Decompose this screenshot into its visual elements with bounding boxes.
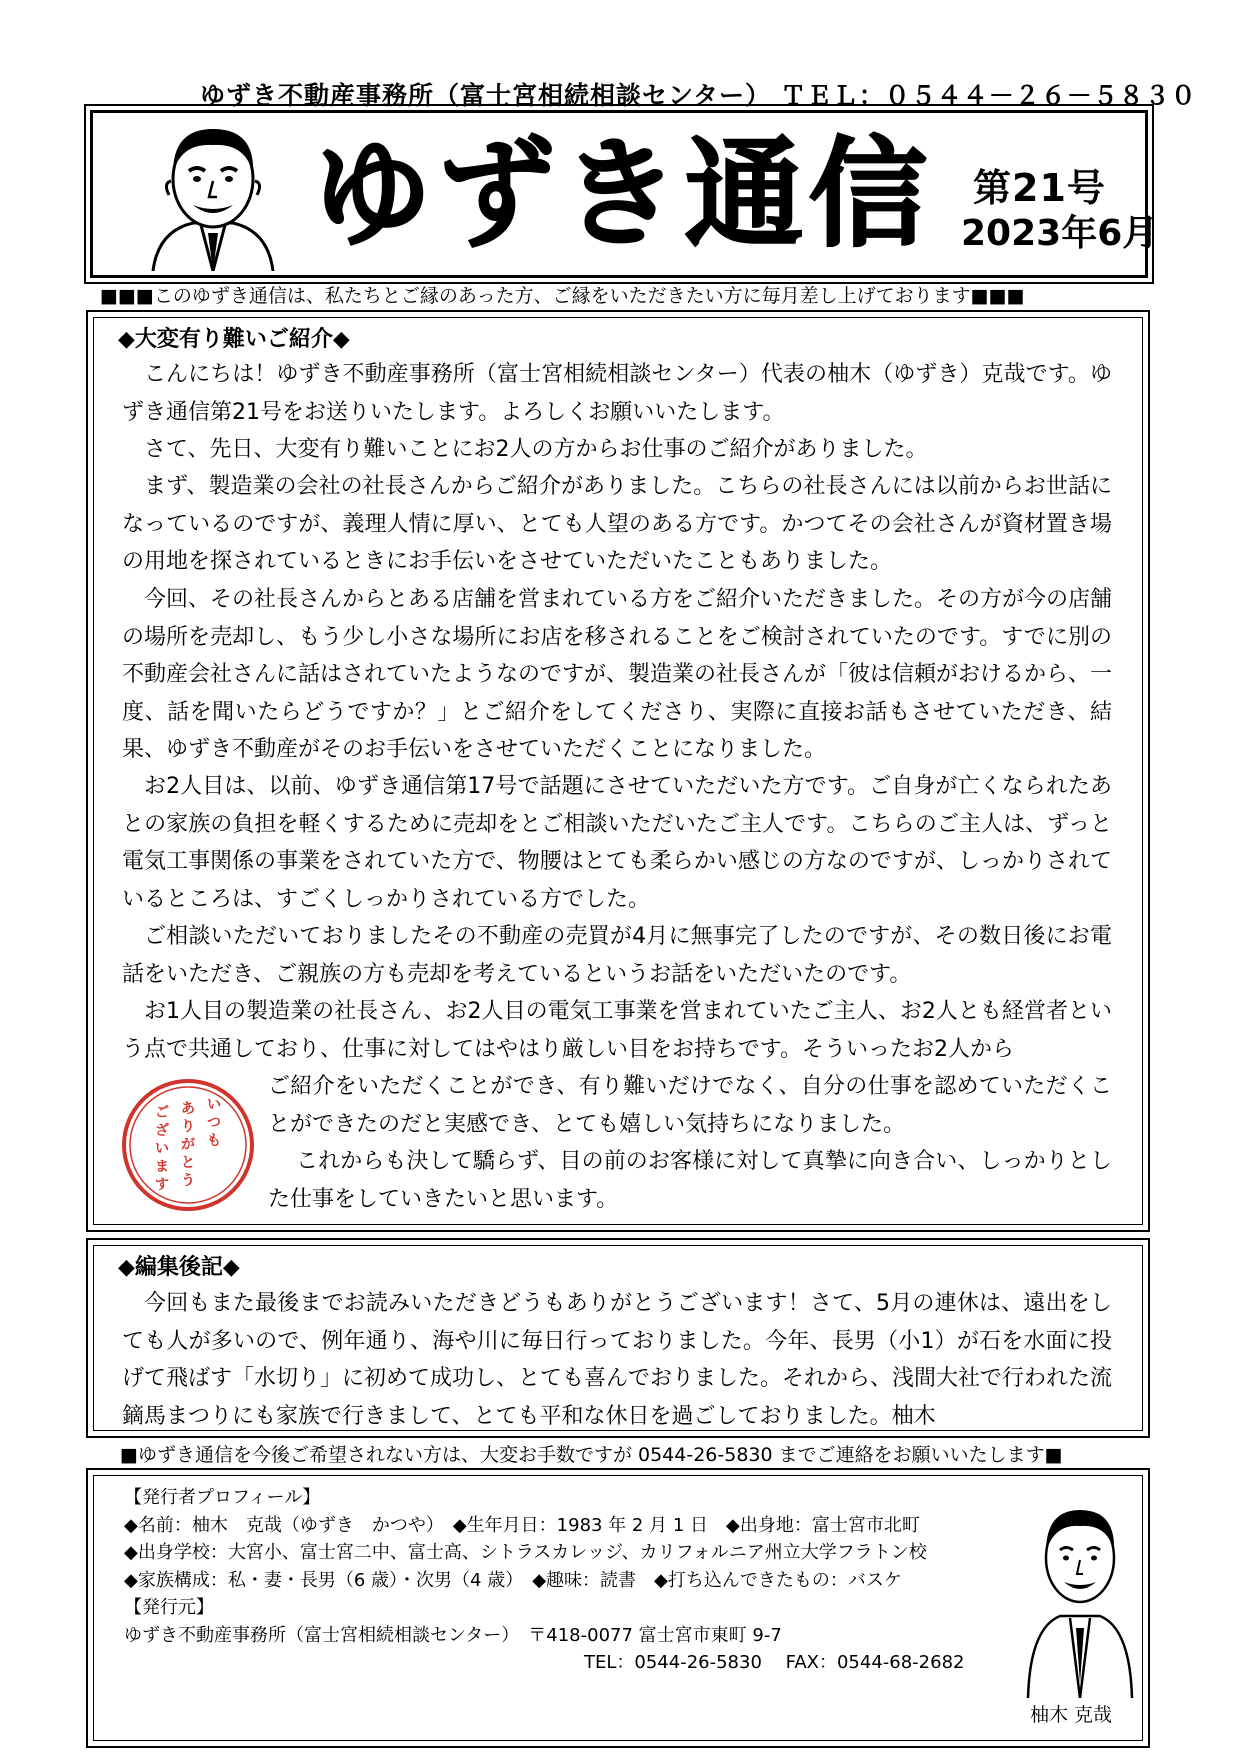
article-paragraph-4: 今回、その社長さんからとある店舗を営まれている方をご紹介いただきました。その方が今の店舗の場所を売却し、もう少し小さな場所にお店を移されることをご検討されていたのです。すでに別の不動産会社さんに話はされていたようなのですが、製造業の社長さんが「彼は信頼がおけるから、一度、話を聞いたらどうですか？」とご紹介をしてくださり、実際に直接お話もさせていただき、結果、ゆずき不動産がそのお手伝いをさせていただくことになりました。 <box>122 587 1113 762</box>
contact-line: ゆずき不動産事務所（富士宮相続相談センター） ＴＥＬ：０５４４－２６－５８３０ <box>200 81 1197 110</box>
signature-name: 柚木 克哉 <box>1030 1704 1113 1726</box>
article-paragraph-6: ご相談いただいておりましたその不動産の売買が4月に無事完了したのですが、その数日後にお電話をいただき、ご親族の方も売却を考えているというお話をいただいたのです。 <box>122 924 1112 987</box>
editor-note-text: 今回もまた最後までお読みいただきどうもありがとうございます！さて、5月の連休は、遠出をしても人が多いので、例年通り、海や川に毎日行っておりました。今年、長男（小1）が石を水面に投げて飛ばす「水切り」に初めて成功し、とても喜んでおりました。それから、浅間大社で行われた流鏑馬まつりにも家族で行きまして、とても平和な休日を過ごしておりました。柚木 <box>122 1291 1113 1429</box>
profile-block <box>124 1484 965 1677</box>
profile-line-2: ◆出身学校：大宮小、富士宮二中、富士高、シトラスカレッジ、カリフォルニア州立大学フラトン校 <box>124 1542 927 1563</box>
article-paragraph-5: お2人目は、以前、ゆずき通信第17号で話題にさせていただいた方です。ご自身が亡くなられたあとの家族の負担を軽くするために売却をとご相談いただいたご主人です。こちらのご主人は、ずっと電気工事関係の事業をされていた方で、物腰はとても柔らかい感じの方なのですが、しっかりされているところは、すごくしっかりされている方でした。 <box>122 774 1113 912</box>
publisher-heading: 【発行元】 <box>124 1597 214 1618</box>
thank-you-stamp <box>118 1075 258 1215</box>
issue-number: 第21号 <box>973 166 1106 210</box>
masthead <box>90 110 1159 278</box>
main-article-title: ◆大変有り難いご紹介◆ <box>118 327 350 352</box>
article-paragraph-7: お1人目の製造業の社長さん、お2人目の電気工事業を営まれていたご主人、お2人とも経営者という点で共通しており、仕事に対してはやはり厳しい目をお持ちです。そういったお2人から <box>122 999 1112 1062</box>
profile-heading: 【発行者プロフィール】 <box>124 1487 321 1508</box>
article-paragraph-7b: ご紹介をいただくことができ、有り難いだけでなく、自分の仕事を認めていただくことができたのだと実感でき、とても嬉しい気持ちになりました。 <box>268 1074 1112 1137</box>
caricature-portrait <box>133 121 293 271</box>
profile-line-1: ◆名前：柚木 克哉（ゆずき かつや） ◆生年月日：1983 年 2 月 1 日 ◆出身地：富士宮市北町 <box>124 1514 920 1536</box>
profile-line-3: ◆家族構成：私・妻・長男（6 歳）・次男（4 歳） ◆趣味：読書 ◆打ち込んできたもの：バスケ <box>124 1569 902 1591</box>
stamp-text: いつもありがとうございます <box>155 1097 221 1193</box>
newsletter-title: ゆずき通信 <box>313 125 934 263</box>
article-paragraph-3: まず、製造業の会社の社長さんからご紹介がありました。こちらの社長さんには以前からお世話になっているのですが、義理人情に厚い、とても人望のある方です。かつてその会社さんが資材置き場の用地を探されているときにお手伝いをさせていただいたこともありました。 <box>122 474 1112 574</box>
publisher-phones: TEL：0544-26-5830 FAX：0544-68-2682 <box>584 1652 965 1673</box>
article-paragraph-2: さて、先日、大変有り難いことにお2人の方からお仕事のご紹介がありました。 <box>144 437 928 462</box>
publisher-address: ゆずき不動産事務所（富士宮相続相談センター） 〒418-0077 富士宮市東町 9-7 <box>124 1624 782 1646</box>
article-paragraph-8: これからも決して驕らず、目の前のお客様に対して真摯に向き合い、しっかりとした仕事をしていきたいと思います。 <box>268 1149 1112 1212</box>
article-paragraph-1: こんにちは！ゆずき不動産事務所（富士宮相続相談センター）代表の柚木（ゆずき）克哉です。ゆずき通信第21号をお送りいたします。よろしくお願いいたします。 <box>122 362 1112 425</box>
intro-banner: ■■■このゆずき通信は、私たちとご縁のあった方、ご縁をいただきたい方に毎月差し上げております■■■ <box>100 285 1025 307</box>
editor-note-title: ◆編集後記◆ <box>118 1255 240 1280</box>
issue-date: 2023年6月 <box>961 213 1159 254</box>
caricature-portrait-small <box>1020 1478 1140 1698</box>
unsubscribe-note: ■ゆずき通信を今後ご希望されない方は、大変お手数ですが 0544-26-5830 までご連絡をお願いいたします■ <box>120 1444 1063 1466</box>
